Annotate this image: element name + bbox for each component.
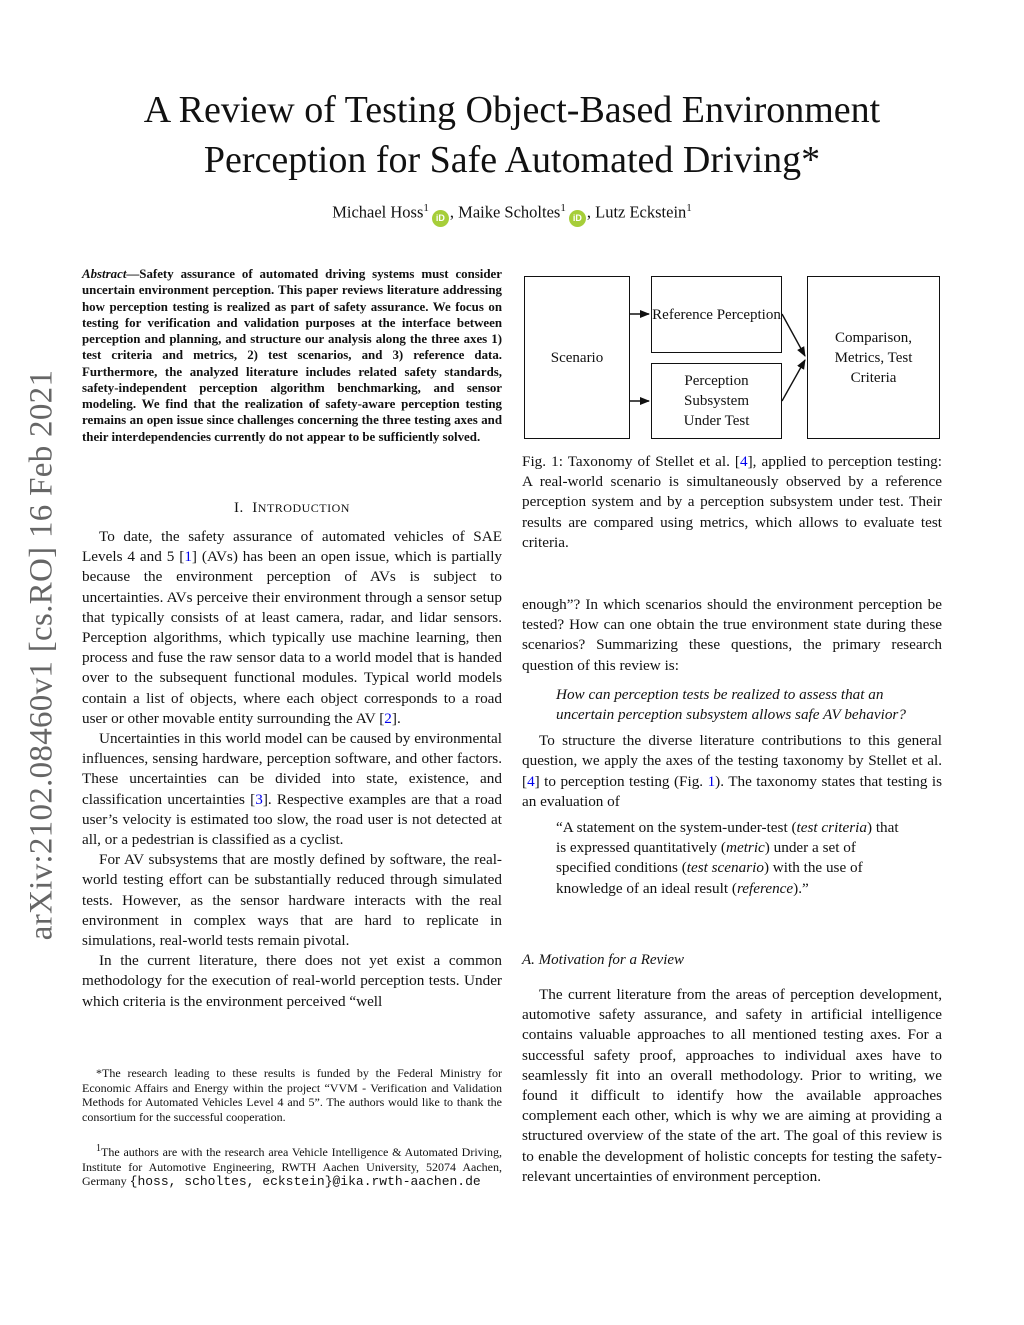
orcid-icon[interactable]: iD	[432, 210, 449, 227]
author-name: Maike Scholtes	[458, 202, 561, 222]
abstract-text: —Safety assurance of automated driving systems must consider uncertain environment perception. This paper reviews literature addressing how perception testing is realized as part of safety assurance. We focus on testing for verification and validation purposes at the interface between perception and planning, and structure our analysis along the three axes 1) test criteria and metrics, 2) test scenarios, and 3) reference data. Furthermore, the analyzed literature includes related safety standards, safety-independent perception algorithm benchmarking, and sensor modeling. We find that the realization of safety-aware perception testing remains an open issue since challenges concerning the three testing axes and their interdependencies currently do not appear to be sufficiently solved.	[82, 267, 502, 444]
text-run: ) that is expressed quantitatively (	[556, 819, 899, 857]
paragraph: In the current literature, there does not yet exist a common methodology for the execution of real-world perception tests. Under which criteria is the environment perceived “well	[82, 952, 502, 1010]
text-run: ] to perception testing (Fig.	[534, 772, 708, 790]
arrow-subsystem-to-comparison	[782, 360, 805, 401]
author-list	[0, 202, 1024, 227]
section-heading-introduction	[82, 500, 502, 517]
section-title-initial: I	[252, 500, 258, 516]
paragraph: For AV subsystems that are mostly defined by software, the real-world testing effort can be substantially reduced through simulated tests. However, as the sensor hardware interacts with the real environment in complex ways that are hard to replicate in simulations, real-world tests remain pivotal.	[82, 851, 502, 950]
text-run: To structure the diverse literature contributions to this general question, we apply the axes of the testing taxonomy by Stellet et al. [	[522, 732, 942, 790]
text-run: “A statement on the system-under-test (	[556, 819, 797, 837]
footnote-text: *The research leading to these results is funded by the Federal Ministry for Economic Affairs and Energy within the project “VVM - Verification and Validation Methods for Automated Vehicles Level 4 and 5”. The authors would like to thank the consortium for the successful cooperation.	[82, 1066, 502, 1124]
paragraph: The current literature from the areas of perception development, automotive safety assurance, and safety in artificial intelligence contains valuable approaches to all mentioned testing axes. For a successful safety proof, approaches to individual axes have to seamlessly fit into an overall methodology. Prior to writing, we found it difficult to identify how the available approaches complement each other, which is why we are aiming at providing a structured overview of the state of the art. The goal of this review is to enable the development of holistic concepts for testing the safety-relevant uncertainties of environment perception.	[522, 986, 942, 1185]
introduction-left	[82, 527, 502, 1012]
author-affiliation-mark: 1	[686, 202, 692, 214]
arrow-reference-to-comparison	[782, 314, 805, 356]
citation-link[interactable]: 1	[184, 548, 192, 566]
paragraph	[522, 731, 942, 812]
text-run: Fig. 1: Taxonomy of Stellet et al. [	[522, 453, 740, 470]
scenario-label: Scenario	[550, 349, 604, 366]
citation-link[interactable]: 3	[255, 790, 263, 808]
author-name: Lutz Eckstein	[595, 202, 687, 222]
taxonomy-quote	[556, 818, 912, 899]
term-test-scenario: test scenario	[686, 859, 764, 877]
citation-link[interactable]: 2	[384, 709, 392, 727]
author-affiliation-mark: 1	[423, 202, 429, 214]
research-question: How can perception tests be realized to assess that an uncertain perception subsystem allows safe AV behavior?	[556, 685, 906, 724]
text-run: ].	[391, 709, 401, 727]
author-separator: ,	[586, 202, 596, 222]
subsection-heading-motivation: A. Motivation for a Review	[522, 952, 685, 968]
footnote-affiliation	[82, 1142, 502, 1190]
paragraph: enough”? In which scenarios should the environment perception be tested? How can one obtain the true environment state during these scenarios? Summarizing these questions, the primary research question of this review is:	[522, 596, 942, 674]
footnote-text	[82, 1142, 502, 1190]
abstract-label: Abstract	[82, 267, 127, 281]
abstract	[82, 266, 502, 445]
reference-perception-label: Reference Perception	[652, 306, 781, 323]
comparison-label: Comparison, Metrics, Test Criteria	[834, 329, 913, 386]
text-run: ]. Respective examples are that a road user’s velocity is estimated too slow, the road user is not detected at all, or a pedestrian is classified as a cyclist.	[82, 790, 502, 849]
paper-title	[0, 85, 1024, 185]
term-test-criteria: test criteria	[796, 819, 867, 837]
title-line-2: Perception for Safe Automated Driving*	[203, 139, 821, 181]
perception-subsystem-label: Perception Subsystem Under Test	[683, 373, 750, 429]
text-run: ). The taxonomy states that testing is an evaluation of	[522, 772, 943, 810]
paragraph	[82, 527, 502, 729]
text-run: Uncertainties in this world model can be caused by environmental influences, sensing hardware, perception software, and other factors. These uncertainties can be divided into state, existence, and classification uncertainties [	[82, 730, 502, 808]
caption-text	[522, 452, 942, 553]
text-run: ) with the use of knowledge of an ideal result (	[556, 859, 863, 897]
citation-link[interactable]: 4	[527, 772, 535, 790]
paragraph	[82, 729, 502, 850]
figure-1-caption	[522, 452, 942, 553]
text-run: To date, the safety assurance of automated vehicles of SAE Levels 4 and 5 [	[82, 528, 502, 566]
author-emails[interactable]: {hoss, scholtes, eckstein}@ika.rwth-aachen.de	[129, 1174, 481, 1190]
author-name: Michael Hoss	[332, 202, 424, 222]
footnote-mark: 1	[96, 1143, 101, 1154]
arxiv-stamp-text: arXiv:2102.08460v1 [cs.RO] 16 Feb 2021	[23, 369, 60, 941]
term-reference: reference	[736, 879, 794, 897]
subsection-motivation-body	[522, 985, 942, 1187]
figure-link[interactable]: 1	[707, 772, 716, 790]
figure-1-taxonomy	[522, 270, 942, 445]
section-number: I.	[234, 500, 244, 516]
text-run: ) under a set of specified conditions (	[556, 839, 856, 877]
term-metric: metric	[725, 839, 765, 857]
arxiv-stamp	[12, 355, 72, 955]
figure-arrows	[522, 270, 942, 445]
footnote-funding	[82, 1066, 502, 1124]
text-run: ] (AVs) has been an open issue, which is partially because the environment perception of AVs is subject to uncertainties. AVs perceive their environment through a sensor setup that typically consists of at least camera, radar, and lidar sensors. Perception algorithms, which typically use machine learning, then process and fuse the raw sensor data to a world model that is handed over to the subsequent functional modules. Typical world models contain a list of objects, where each object corresponds to a road user or other movable entity surrounding the AV [	[82, 548, 503, 727]
author-affiliation-mark: 1	[560, 202, 566, 214]
text-run: ], applied to perception testing: A real-world scenario is simultaneously observed by a reference perception system and by a perception subsystem under test. Their results are compared using metrics, which allows to evaluate test criteria.	[522, 453, 942, 551]
affiliation-text: The authors are with the research area Vehicle Intelligence & Automated Driving, Institute for Automotive Engineering, RWTH Aachen University, 52074 Aachen, Germany	[82, 1145, 502, 1189]
title-line-1: A Review of Testing Object-Based Environment	[143, 89, 881, 131]
introduction-right	[522, 595, 942, 899]
orcid-icon[interactable]: iD	[569, 210, 586, 227]
text-run: ).”	[793, 879, 809, 897]
section-title-rest: NTRODUCTION	[257, 501, 350, 515]
citation-link[interactable]: 4	[739, 453, 748, 470]
author-separator: ,	[449, 202, 459, 222]
